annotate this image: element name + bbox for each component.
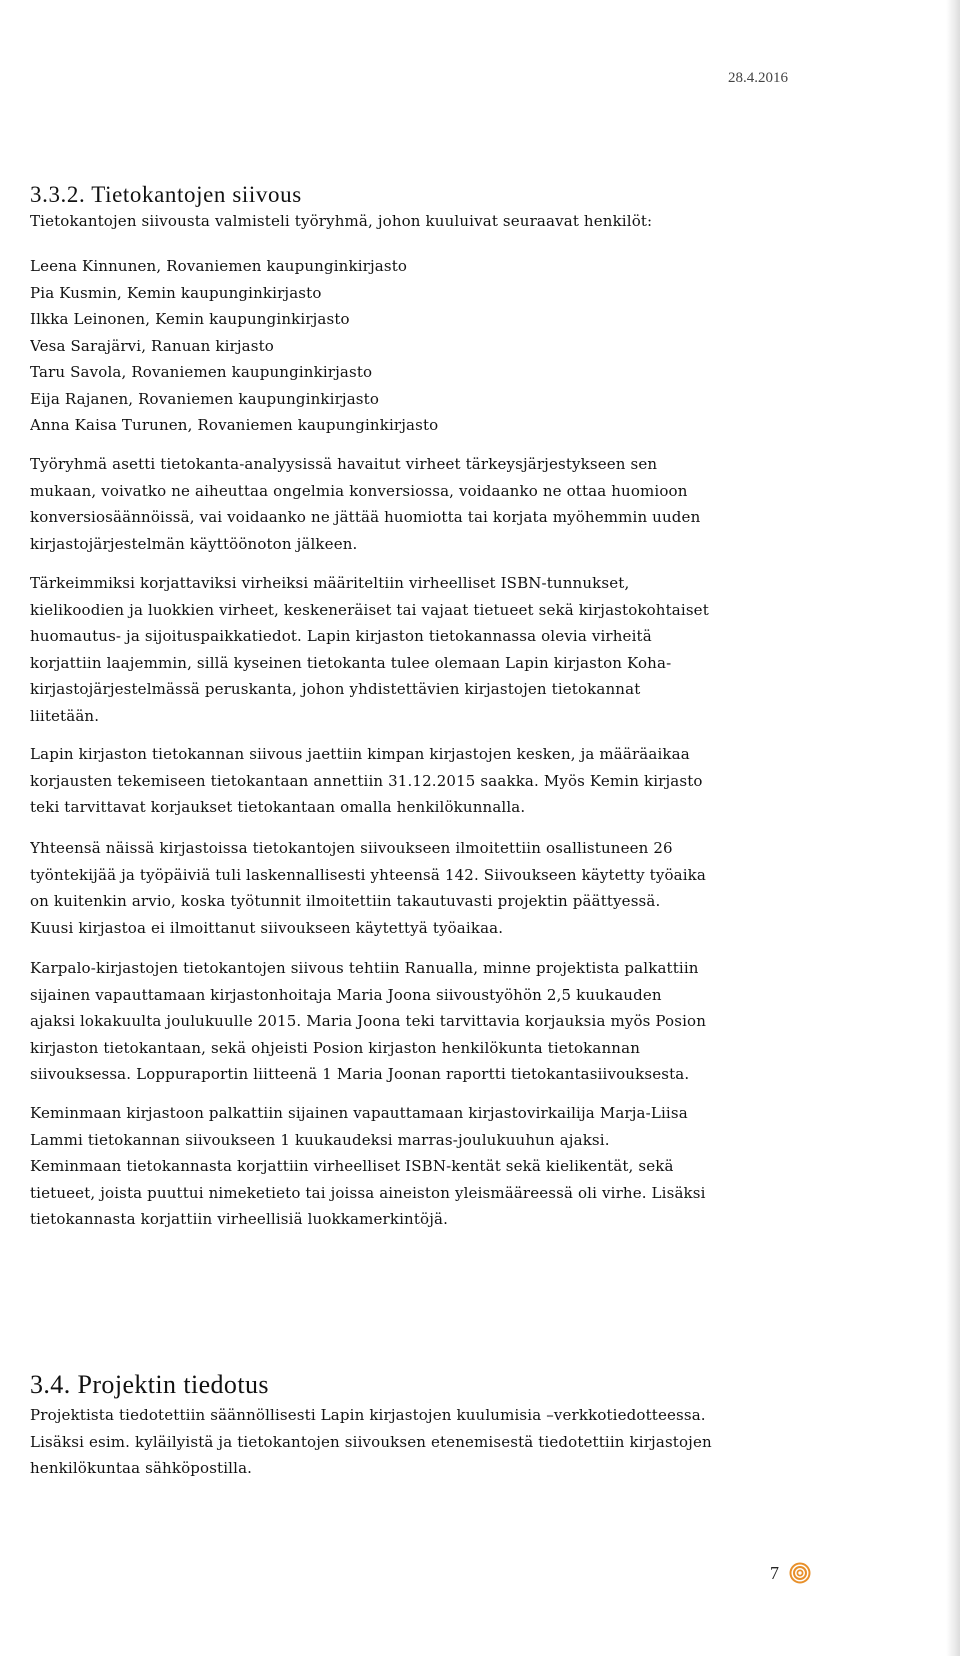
text-line: Kuusi kirjastoa ei ilmoittanut siivoukseen käytettyä työaikaa. [30,918,504,937]
text-line: siivouksessa. Loppuraportin liitteenä 1 Maria Joonan raportti tietokantasiivouksesta. [30,1065,690,1083]
text-line: Keminmaan tietokannasta korjattiin virheelliset ISBN-kentät sekä kielikentät, sekä [30,1157,674,1175]
text-line: kirjastojärjestelmän käyttöönoton jälkeen. [30,534,358,553]
section-number: 3.4. [30,1370,71,1399]
text-line: konversiosäännöissä, vai voidaanko ne jättää huomiotta tai korjata myöhemmin uuden [30,508,701,526]
text-line: Tärkeimmiksi korjattaviksi virheiksi määriteltiin virheelliset ISBN-tunnukset, [30,574,630,592]
text-line: henkilökuntaa sähköpostilla. [30,1459,253,1477]
text-line: Projektista tiedotettiin säännöllisesti Lapin kirjastojen kuulumisia –verkkotiedotteessa. [30,1406,706,1424]
section-title: Projektin tiedotus [77,1370,269,1399]
text-line: työntekijää ja työpäiviä tuli laskennallisesti yhteensä 142. Siivoukseen käytetty työaika [30,865,707,884]
concentric-circles-icon [789,1562,811,1584]
text-line: korjausten tekemiseen tietokantaan annettiin 31.12.2015 saakka. Myös Kemin kirjasto [30,771,703,790]
member-item: Vesa Sarajärvi, Ranuan kirjasto [30,336,274,355]
page-edge-shadow [946,0,960,1656]
text-line: Lammi tietokannan siivoukseen 1 kuukaudeksi marras-joulukuuhun ajaksi. [30,1130,610,1149]
member-item: Pia Kusmin, Kemin kaupunginkirjasto [30,283,322,302]
text-line: mukaan, voivatko ne aiheuttaa ongelmia konversiossa, voidaanko ne ottaa huomioon [30,481,688,500]
paragraph-karpalo [30,955,820,1088]
member-list [30,253,820,439]
text-line: sijainen vapauttamaan kirjastonhoitaja Maria Joona siivoustyöhön 2,5 kuukauden [30,985,662,1004]
paragraph-workload [30,835,820,941]
page-number: 7 [770,1563,779,1583]
member-item: Taru Savola, Rovaniemen kaupunginkirjasto [30,363,373,381]
section-title: Tietokantojen siivous [91,182,302,207]
paragraph-communication [30,1402,820,1482]
member-item: Ilkka Leinonen, Kemin kaupunginkirjasto [30,310,350,328]
text-line: ajaksi lokakuulta joulukuulle 2015. Maria Joona teki tarvittavia korjauksia myös Posion [30,1012,707,1030]
text-line: on kuitenkin arvio, koska työtunnit ilmoitettiin takautuvasti projektin päättyessä. [30,892,661,910]
page-footer [765,1562,815,1586]
text-line: kirjastojärjestelmässä peruskanta, johon yhdistettävien kirjastojen tietokannat [30,680,641,698]
text-line: Työryhmä asetti tietokanta-analyysissä havaitut virheet tärkeysjärjestykseen sen [30,455,658,473]
section-number: 3.3.2. [30,182,86,207]
paragraph-priorities [30,451,820,557]
text-line: tietokannasta korjattiin virheellisiä luokkamerkintöjä. [30,1210,449,1228]
text-line: Lapin kirjaston tietokannan siivous jaettiin kimpan kirjastojen kesken, ja määräaikaa [30,745,690,763]
paragraph-main-errors [30,570,820,729]
text-line: Karpalo-kirjastojen tietokantojen siivous tehtiin Ranualla, minne projektista palkattiin [30,959,699,977]
paragraph-keminmaa [30,1100,820,1233]
text-line: korjattiin laajemmin, sillä kyseinen tietokanta tulee olemaan Lapin kirjaston Koha- [30,653,672,672]
text-line: Keminmaan kirjastoon palkattiin sijainen vapauttamaan kirjastovirkailija Marja-Liisa [30,1104,688,1122]
header-date: 28.4.2016 [728,70,788,86]
section-heading-3-3-2 [30,182,302,208]
member-item: Anna Kaisa Turunen, Rovaniemen kaupunginkirjasto [30,416,439,434]
text-line: tietueet, joista puuttui nimeketieto tai joissa aineiston yleismääreessä oli virhe. Lisäksi [30,1183,706,1202]
text-line: Tietokantojen siivousta valmisteli työryhmä, johon kuuluivat seuraavat henkilöt: [30,212,653,230]
member-item: Leena Kinnunen, Rovaniemen kaupunginkirjasto [30,257,408,275]
text-line: Lisäksi esim. kyläilyistä ja tietokantojen siivouksen etenemisestä tiedotettiin kirjastojen [30,1432,712,1451]
section-heading-3-4 [30,1370,269,1400]
section-intro [30,208,820,235]
text-line: huomautus- ja sijoituspaikkatiedot. Lapin kirjaston tietokannassa olevia virheitä [30,627,652,645]
text-line: liitetään. [30,706,100,725]
text-line: kirjaston tietokantaan, sekä ohjeisti Posion kirjaston henkilökunta tietokannan [30,1038,641,1057]
member-item: Eija Rajanen, Rovaniemen kaupunginkirjasto [30,389,380,408]
text-line: Yhteensä näissä kirjastoissa tietokantojen siivoukseen ilmoitettiin osallistuneen 26 [30,839,673,857]
text-line: kielikoodien ja luokkien virheet, keskeneräiset tai vajaat tietueet sekä kirjastokohtaiset [30,600,709,619]
paragraph-distribution [30,741,820,821]
text-line: teki tarvittavat korjaukset tietokantaan omalla henkilökunnalla. [30,798,526,816]
